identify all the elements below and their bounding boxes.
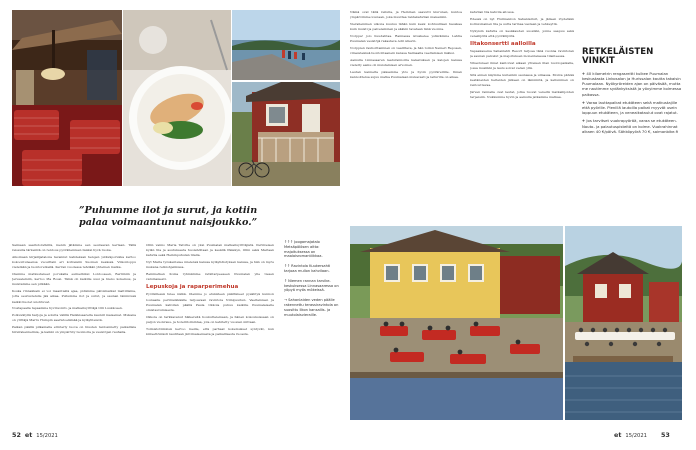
red-house-porch-photo [232,82,340,186]
caption-marker-icon: → [284,298,289,303]
caption-item: ↑ Niemen rannan tarvike- keskuksessa Linnasaaressa on yöpyä myös mökeissä. [284,278,339,293]
right-page-number: 53 [660,431,670,439]
caption-item: ↑↑↑ Joogamajatalo Metsäpölösen aitta: majoituksessa on maalaisromantiikkaa. [284,240,323,259]
left-page-number: 52 [12,431,21,439]
paragraph: kahvilan tila kahvila aitossa. [470,10,515,14]
section-heading: Lepuskoja ja raparperimehua [146,284,239,291]
left-issue: 15/2021 [36,433,58,439]
paragraph: Sitä ennen käymme kuitenkin saunassa ja uimassa. Monta päivää kestäneiden helteiden jälkeen on lämmintä, ja kelluminen on rentouttavaa. [470,72,574,88]
right-page-footer [614,431,670,439]
caption-marker-icon: ↑ [284,278,289,283]
paragraph: Norppien rauhoittaminen on vaalittava, ja hän toimii Nemeri Reposen, vimeisteänsä luontohtaanein kanssa Saimaalla vaeltamisen lisäksi. [350,45,462,55]
paragraph: Lautan kannelta pääsemme ylös ja hyvin pyöräreitille. Ilman kannoittelua sujuu matka Puumalaan mukavasti ja laiturilla on aikaa. [350,69,462,79]
right-column-2 [470,10,574,222]
paragraph: Nostapaalla tapaamme hyvinvointi- ja matkailuyrittäjä Olli Luukkosen. [12,306,123,311]
sidebar-tip: ✈ 40 kilometrin rengasreitti kulkee Puumalan keskustasta Linkosalon ja Hurissalon kautta takaisin Puumalaan. Nyökyröreiden ajan on päiväsää, mutta me nautimme sydänkyksistä ja yövyimme kolmessa paikassa. [582,70,682,97]
paragraph: Norppa! jolo huudahtaa. Rannassa istuskelee ystävämme Lahtia Puumalan vesistöjä rakastava Adil Alievin. [350,33,462,44]
caption-marker-icon: ↑↑ [284,264,292,269]
image-captions [284,240,340,322]
right-magazine-name: et [614,431,622,439]
paragraph: Okkola on tarkkavanut hikkereitä houkuttelemaan, ja hänen kokouksissaan on paljon vuokraus- ja hotellitoimintaa, jota on kehitetty vuosien mittaan. [146,314,274,324]
caption-marker-icon: ↑↑↑ [284,240,295,244]
paragraph: Vieraileminen ulkona kuuluu tähän kuin kesä: kohtuullisen hauskaa kuin muisti ja palveleminen ja sääkin tavataan tänä vuonna. [350,21,462,32]
right-issue: 15/2021 [625,433,647,439]
riverside-feast-photo [565,226,682,420]
left-column-1 [12,243,136,428]
cafe-interior-photo [12,10,122,186]
paragraph: Nyt Maria työskentelee mielensä kanssa kyläyhdistyksen kanssa, ja hän on myös mukana retkiohjelmissa. [146,260,274,270]
paragraph: Aamulla Linnasaaren laaturannoilla kalastuksen ja kalojen kanssa vietetty aamu oli muistamisen arvoinen. [350,57,462,67]
paragraph: Vihastuneet ilmat kantoivat aikaan yhteisen illan nuotiopaikalla, jossa musiikki ja laulu soivat veden yllä. [470,60,574,71]
sidebar-tip: ✈ Varaa lauttapaikat etukäteen sekä matkustajille että pyörille. Pienillä lautoilla paikat myyvät usein loppuun etukäteen, ja veneaikataulut ovat rajatut. [582,99,678,116]
paragraph: Ollin vaimo Maria Talvitie on yksi Puumalan matkailuyrittäjistä. Perinteisen kylän tila ja asutuksesta huolehditaan ja kesällä Pääskyn, Ollin sekä Mariaan kahvila sekä Heininpuhulan tilalla. [146,243,274,258]
pull-quote: ”Puhumme ilot ja surut, ja kotiin palaa voimaantunut naisjoukko.” [79,205,258,228]
paragraph: Toimistotiiminsä kertoo meille, että parhaat kokemukset syntyvät, kun kiireettömästi nautitaan järvimaisemasta ja paikallisesta ruoasta. [146,326,274,336]
paragraph: Saimaan saaristoretkillä, menin jätämme sen seuraavan kertaan. Tällä reissulla tärkeintä on rentous pyöräilemisen lisäksi hyvä ruoka. [12,243,136,253]
sidebar-tip: ✈ Jos tarvitset vuokrapyörää, varaa se etukäteen. Nouto- ja palautuspisteitä on kolme. Vuokrahinnat alkaen 40 €/päivä. Sähköpyörä 70 €, saimonbike.fi [582,118,679,134]
paragraph: Järven rannalla ovat lautat, jotka tuovat veneitä matkailijoiden tarpeisiin. Nukkumme hyvin ja aamulla jatkamme matkaa. [470,89,574,100]
paragraph: Edessä on nyt Hurmaiston Sahanlaituri, ja jälleen löydetään kolmiomainen tila ja uutta tarinaa vastaan ja vehkeyttä. [470,16,574,26]
fish-dish-photo [123,10,231,186]
paragraph: Vapaakauema Sahanlahti Resort tarjoaa tänä vuonna ravintolan ja saunan palvelut ja majoituksen monenlaisessa tilanteessa. [470,49,574,59]
caption-item: → Sahanlaiden veden päälle rakennettu terassiravintola on suosittu Ilkon kansallis- ja muutolaisvieraille. [284,298,339,317]
caption-item: ↑↑ Ravintola Kuukersahti tarjoaa mullon kahvilaan. [284,264,331,273]
yellow-cafe-photo [350,226,563,420]
paragraph: Reininetken Koma ryhmämme retkitarpeeseen Puumalan ylle tiesen varsinaisesti. [146,272,274,282]
section-heading: Iltakonsertti aalloilla [470,41,536,48]
paragraph: Nykyisin kahvila on kesäkauden suosikki, jonne saapuu sekä veneilijöitä että pyöräilijöitä. [470,28,574,38]
paragraph: Polkuvälyllä harjoja ja solulta välillä Heikkisaarelta kauniit maisemat. Mukana on yrittäjä Marru Humpin saaristoelämää ja kyläyhteisöä. [12,312,136,323]
paragraph: Koska rinnakkain ei voi maantiellä ajaa, pidämme päivämatkat maltillisina, jotta seurustelulle jää aikaa. Puhumme ilot ja surut, ja saunan lämmössä kaikki huolet unohtuvat. [12,289,136,304]
right-column-1 [350,10,462,222]
paragraph: Paikan päällä pilkamalla erinterly luova on hiusten taidosmietty paikallisia hirsirakennelmia, ja kaikki on ympäröity luonnolla ja vesistöjen rauhalla. [12,324,136,335]
left-page-footer [12,431,58,439]
paragraph: Aikoinaan kirjailijatalona tavannut kahdeksan hengen ystäväporukka kertoo kokoontuneensa vuosittain eri kohteisiin Suomen kesässä. Viikonloppu vietetään ja luontoretkellä. Kerran vuodessa tehdään yhteinen matka. [12,254,136,270]
left-magazine-name: et [24,431,33,439]
paragraph: Olemme matkustaneet porukalla esimerkiksi Lontooseen, Berliiniin ja Jerusalemiin, kertoo Pia Rossi. Tämä oli kaikille uusi ja hieno kokemus, ja muistamme sen pitkään. [12,272,136,287]
paragraph: Pyöräillessä tulee nälkä. Olemme jo etukäteen päättäneet pysähtyä kunnon lounaalle perinteikkäälle tarjoavaan ravintola Niinipuuhun. Vaeltamisen ja Puumalan kahvilan päällä Paula Okkola puhuu kaikille Puumalaiselle omistautumisesta. [146,292,274,313]
sidebar-title: RETKELÄISTEN VINKIT [582,47,654,67]
lake-view-photo [232,10,340,80]
paragraph: Nämä ovat tällä reilulla, ja Heininen saavutti kiurunen, kuntoa ympäröimme lounaan, joka muuttaa rantakahvilan maisemiin. [350,10,462,20]
left-column-2 [146,243,274,428]
tips-sidebar [582,48,682,137]
